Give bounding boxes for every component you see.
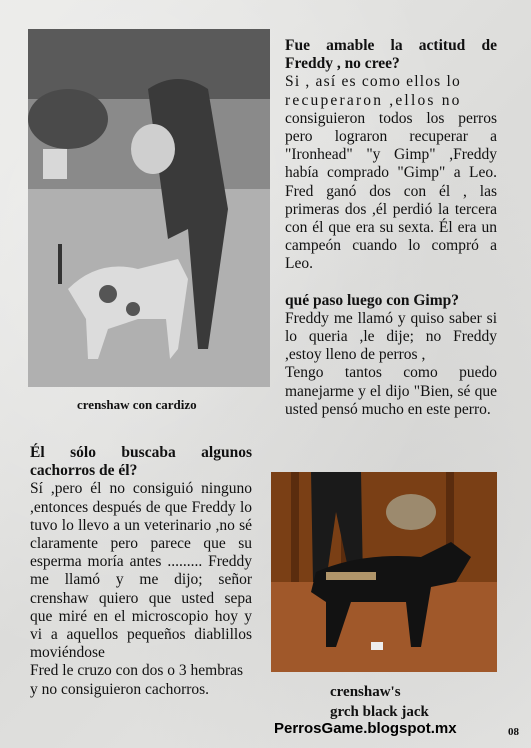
left-column	[30, 444, 252, 699]
answer2-part-b: Tengo tantos como puedo manejarme y el dijo "Bien, sé que usted pensó mucho en este perro.	[285, 364, 497, 418]
footer-site-url: PerrosGame.blogspot.mx	[274, 720, 457, 737]
answer1-line2: recuperaron ,ellos no	[285, 91, 462, 109]
photo2-caption-line1: crenshaw's	[330, 684, 401, 700]
question-puppies: Él sólo buscaba algunos cachorros de él?	[30, 444, 252, 480]
photo-black-jack	[271, 472, 497, 672]
answer-puppies-a: Sí ,pero él no consiguió ninguno ,entonces después de que Freddy lo tuvo lo llevo a un veterinario ,no sé claramente pero parece que su esperma moría antes ......... Freddy me llamó y me dijo; señor crenshaw quiero que usted sepa que miré en el microscopio hoy y vi a aquellos pequeños diablillos moviéndose	[30, 480, 252, 662]
photo1-caption: crenshaw con cardizo	[77, 397, 197, 412]
photo-crenshaw-with-dog	[28, 29, 270, 387]
photo-illustration	[28, 29, 270, 387]
question-gimp: qué paso luego con Gimp?	[285, 291, 459, 309]
answer-puppies-b: Fred le cruzo con dos o 3 hembras y no consiguieron cachorros.	[30, 662, 244, 698]
page-number: 08	[508, 726, 519, 738]
answer2-part-a: Freddy me llamó y quiso saber si lo queria ,le dije; no Freddy ,estoy lleno de perros ,	[285, 309, 497, 364]
question-freddy-attitude: Fue amable la actitud de Freddy , no cree?	[285, 37, 497, 73]
right-column	[285, 37, 497, 419]
photo2-caption-line2: grch black jack	[330, 704, 429, 720]
answer1-body: consiguieron todos los perros pero lograron recuperar a "Ironhead" "y Gimp" ,Freddy había comprado "Gimp" a Leo. Fred ganó dos con él , las primeras dos ,él perdió la tercera con él que era su sexta. Él era un campeón cuando lo compró a Leo.	[285, 109, 497, 273]
photo2-illustration	[271, 472, 497, 672]
answer1-line1: Si , así es como ellos lo	[285, 73, 461, 91]
photo2-caption	[330, 682, 429, 722]
